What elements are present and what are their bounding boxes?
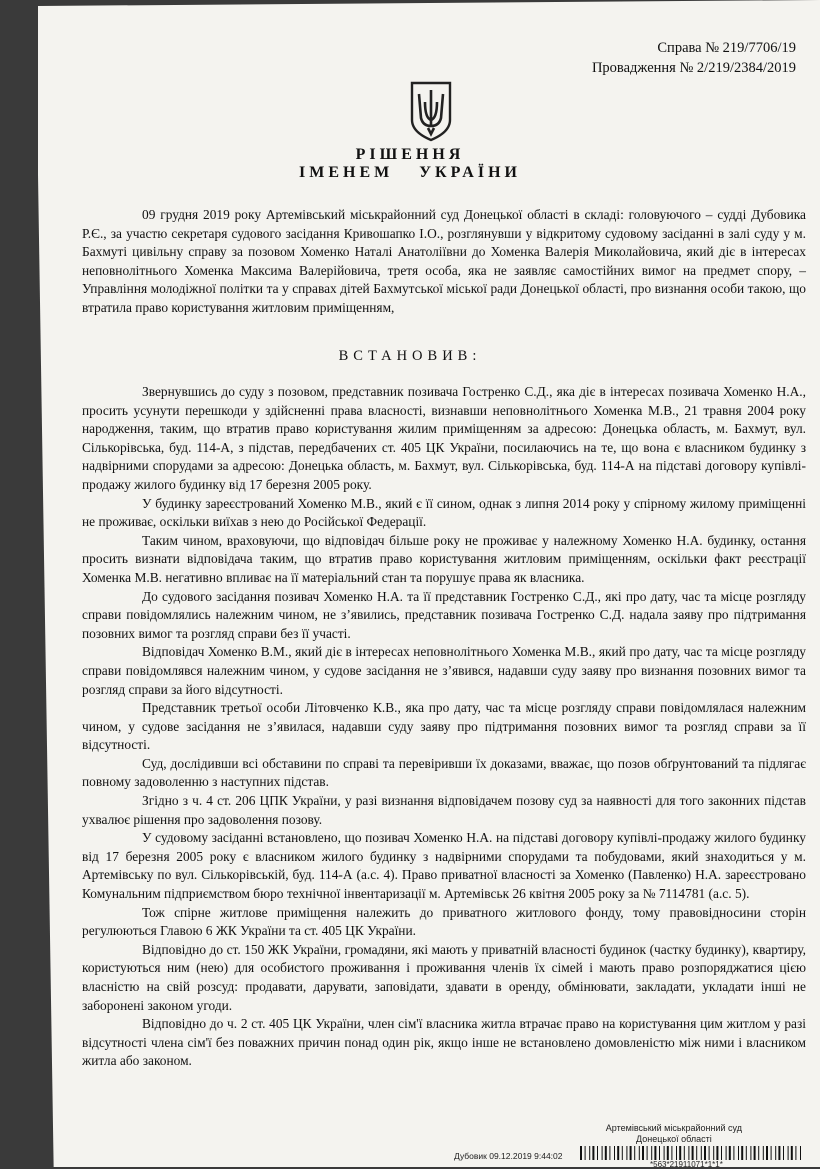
case-number: Справа № 219/7706/19: [657, 40, 796, 56]
body-paragraph: Відповідач Хоменко В.М., який діє в інтересах неповнолітнього Хоменка М.В., який про дату, час та місце розгляду справи повідомлявся належним чином, у судове засідання не з’явився, надавши суду заяву про визнання позовних вимог та розгляд справи за його відсутності.: [82, 644, 806, 697]
body-paragraph: До судового засідання позивач Хоменко Н.А. та її представник Гостренко С.Д., які про дату, час та місце розгляду справи повідомлялись належним чином, не з’явились, представник позивача Гостренко С.Д. надала заяву про підтримання позовних вимог та розгляд справи без її участі.: [82, 588, 806, 641]
decision-title: РІШЕННЯ: [355, 146, 465, 163]
body-paragraph: У судовому засіданні встановлено, що позивач Хоменко Н.А. на підставі договору купівлі-продажу жилого будинку від 17 березня 2005 року є власником жилого будинку з надвірними спорудами та побудовами, який знаходиться у м. Артемівську по вул. Сількорівській, буд. 114-А (а.с. 4). Право приватної власності за Хоменко (Павленко) Н.А. зареєстровано Комунальним підприємством бюро технічної інвентаризації м. Артемівськ 26 квітня 2005 року за № 7114781 (а.с. 5).: [82, 830, 806, 902]
stamp-line-2: Донецької області: [636, 1134, 712, 1144]
section-heading: ВСТАНОВИВ:: [338, 348, 482, 364]
decision-subtitle: ІМЕНЕМ УКРАЇНИ: [299, 164, 521, 181]
barcode-icon: [580, 1146, 802, 1160]
proceeding-number: Провадження № 2/219/2384/2019: [591, 60, 796, 76]
body-paragraph: Відповідно до ч. 2 ст. 405 ЦК України, член сім'ї власника житла втрачає право на користування цим житлом у разі відсутності члена сім'ї без поважних причин понад один рік, якщо інше не встановлено домовленістю між ними і власником житла або законом.: [82, 1016, 806, 1069]
body-paragraph: Таким чином, враховуючи, що відповідач більше року не проживає у належному Хоменко Н.А. будинку, остання просить визнати відповідача таким, що втратив право користування житловим приміщенням, оскільки факт реєстрації Хоменка М.В. негативно впливає на її матеріальний стан та порушує права як власника.: [82, 532, 806, 585]
case-header: [592, 38, 796, 78]
signature-stamp: Дубовик 09.12.2019 9:44:02: [454, 1151, 563, 1161]
trident-emblem-icon: [408, 80, 454, 142]
body-paragraph: Тож спірне житлове приміщення належить до приватного житлового фонду, тому правовідносини сторін регулюються Главою 6 ЖК України та ст. 405 ЦК України.: [82, 904, 806, 939]
decision-body: [82, 383, 806, 1071]
body-paragraph: Згідно з ч. 4 ст. 206 ЦПК України, у разі визнання відповідачем позову суд за наявності для того законних підстав ухвалює рішення про задоволення позову.: [82, 793, 806, 827]
barcode-number: *563*21911071*1*1*: [650, 1160, 723, 1169]
body-paragraph: Представник третьої особи Літовченко К.В., яка про дату, час та місце розгляду справи повідомлялася належним чином, у судове засідання не з’явилася, надавши суду заяву про підтримання позовних вимог та розгляд справи за її відсутності.: [82, 700, 806, 753]
body-paragraph: Звернувшись до суду з позовом, представник позивача Гостренко С.Д., яка діє в інтересах позивача Хоменко Н.А., просить усунути перешкоди у здійсненні права власності, визнавши неповнолітнього Хоменка М.В., 21 травня 2004 року народження, таким, що втратив право користування жилим приміщенням за адресою: Донецька область, м. Бахмут, вул. Сількорівська, буд. 114-А, з підстав, передбачених ст. 405 ЦК України, посилаючись на те, що вона є власником будинку з надвірними спорудами за адресою: Донецька область, м. Бахмут, вул. Сількорівська, буд. 114-А на підставі договору купівлі-продажу жилого будинку від 17 березня 2005 року.: [82, 384, 806, 492]
stamp-line-1: Артемівський міськрайонний суд: [605, 1123, 742, 1133]
body-paragraph: У будинку зареєстрований Хоменко М.В., який є її сином, однак з липня 2014 року у спірному жилому приміщенні не проживає, оскільки виїхав з нею до Російської Федерації.: [82, 495, 806, 530]
court-stamp: [606, 1123, 742, 1145]
body-paragraph: Суд, дослідивши всі обставини по справі та перевіривши їх доказами, вважає, що позов обґрунтований та підлягає повному задоволенню з наступних підстав.: [82, 755, 806, 790]
body-paragraph: Відповідно до ст. 150 ЖК України, громадяни, які мають у приватній власності будинок (частку будинку), квартиру, користуються ним (нею) для особистого проживання і проживання членів їх сімей і мають право розпоряджатися цією власністю на свій розсуд: продавати, дарувати, заповідати, здавати в оренду, обмінювати, закладати, укладати інші не заборонені законом угоди.: [82, 941, 806, 1013]
intro-text: 09 грудня 2019 року Артемівський міськрайонний суд Донецької області в складі: головуючого – судді Дубовика Р.Є., за участю секретаря судового засідання Кривошапко І.О., розглянувши у відкритому судовому засіданні в залі суду у м. Бахмуті цивільну справу за позовом Хоменко Наталі Анатоліївни до Хоменка Валерія Миколайовича, який діє в інтересах неповнолітнього Хоменка Максима Валерійовича, третя особа, яка не заявляє самостійних вимог на предмет спору, – Управління молодіжної політки та у справах дітей Бахмутської міської ради Донецької області, про визнання особи такою, що втратила право користування житловим приміщенням,: [82, 207, 806, 315]
intro-paragraph: [82, 206, 806, 318]
